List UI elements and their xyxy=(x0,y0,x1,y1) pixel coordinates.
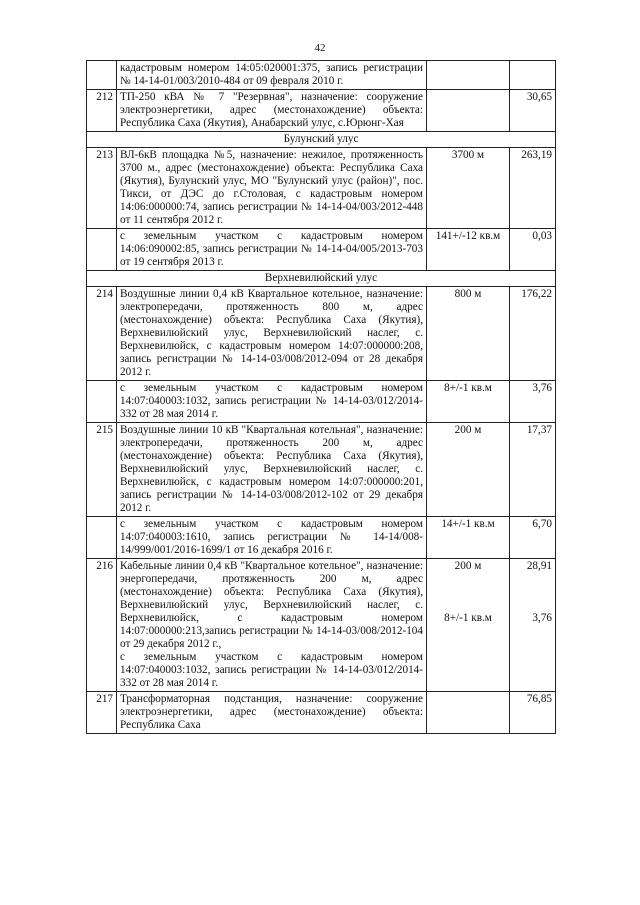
row-description: с земельным участком с кадастровым номером 14:07:040003:1610, запись регистрации № 14-14/008-14/999/001/2016-1699/1 от 16 декабря 2016 г. xyxy=(117,517,427,559)
sum-land-plot: 3,76 xyxy=(532,612,552,624)
table-row xyxy=(87,148,556,229)
size-land-plot: 8+/-1 кв.м xyxy=(444,612,492,624)
row-number: 216 xyxy=(87,559,117,692)
table-row xyxy=(87,423,556,517)
row-sum xyxy=(510,559,556,692)
row-description: с земельным участком с кадастровым номером 14:07:040003:1032, запись регистрации № 14-14-03/012/2014-332 от 28 мая 2014 г. xyxy=(117,381,427,423)
row-size xyxy=(427,90,510,132)
row-sum: 76,85 xyxy=(510,692,556,734)
row-size xyxy=(427,559,510,692)
section-row xyxy=(87,132,556,148)
table-row xyxy=(87,381,556,423)
row-size: 14+/-1 кв.м xyxy=(427,517,510,559)
row-sum: 263,19 xyxy=(510,148,556,229)
property-table xyxy=(86,60,556,734)
row-number xyxy=(87,517,117,559)
table-row xyxy=(87,559,556,692)
section-row xyxy=(87,271,556,287)
section-title: Верхневилюйский улус xyxy=(87,271,556,287)
row-sum: 3,76 xyxy=(510,381,556,423)
row-size: 800 м xyxy=(427,287,510,381)
row-sum: 0,03 xyxy=(510,229,556,271)
row-description: Воздушные линии 0,4 кВ Квартальное котельное, назначение: электропередачи, протяженность 800 м, адрес (местонахождение) объекта: Республика Саха (Якутия), Верхневилюйский улус, Верхневилюйский наслег, с. Верхневилюйск, с кадастровым номером 14:07:000000:208, запись регистрации № 14-14-03/008/2012-094 от 28 декабря 2012 г. xyxy=(117,287,427,381)
description-main: Кабельные линии 0,4 кВ "Квартальное котельное", назначение: энергопередачи, протяженность 200 м, адрес (местонахождение) объекта: Республика Саха (Якутия), Верхневилюйский улус, Верхневилюйский наслег, с. Верхневилюйск, с кадастровым номером 14:07:000000:213,запись регистрации № 14-14-03/008/2012-104 от 29 декабря 2012 г., xyxy=(120,560,423,650)
row-number: 213 xyxy=(87,148,117,229)
row-number xyxy=(87,61,117,90)
row-number: 212 xyxy=(87,90,117,132)
table-row xyxy=(87,61,556,90)
row-size: 3700 м xyxy=(427,148,510,229)
description-land-plot: с земельным участком с кадастровым номером 14:07:040003:1032, запись регистрации № 14-14-03/012/2014-332 от 28 мая 2014 г. xyxy=(120,651,423,689)
row-sum: 30,65 xyxy=(510,90,556,132)
table-row xyxy=(87,287,556,381)
row-number xyxy=(87,229,117,271)
page-number: 42 xyxy=(314,42,326,54)
table-row xyxy=(87,692,556,734)
row-size: 141+/-12 кв.м xyxy=(427,229,510,271)
sum-main: 28,91 xyxy=(526,560,552,572)
row-size: 8+/-1 кв.м xyxy=(427,381,510,423)
row-description: ВЛ-6кВ площадка №5, назначение: нежилое, протяженность 3700 м., адрес (местонахождение) объекта: Республика Саха (Якутия), Булунский улус, МО "Булунский улус (район)", пос. Тикси, от ДЭС до г.Столовая, с кадастровым номером 14:06:000000:74, запись регистрации № 14-14-04/003/2012-448 от 11 сентября 2012 г. xyxy=(117,148,427,229)
table-row xyxy=(87,90,556,132)
table-row xyxy=(87,517,556,559)
table-row xyxy=(87,229,556,271)
size-main: 200 м xyxy=(454,560,482,572)
row-description: кадастровым номером 14:05:020001:375, запись регистрации № 14-14-01/003/2010-484 от 09 февраля 2010 г. xyxy=(117,61,427,90)
row-number: 214 xyxy=(87,287,117,381)
row-description: Воздушные линии 10 кВ "Квартальная котельная", назначение: электропередачи, протяженность 200 м, адрес (местонахождение) объекта: Республика Саха (Якутия), Верхневилюйский улус, Верхневилюйский наслег, с. Верхневилюйск, с кадастровым номером 14:07:000000:201, запись регистрации № 14-14-03/008/2012-102 от 29 декабря 2012 г. xyxy=(117,423,427,517)
row-sum: 176,22 xyxy=(510,287,556,381)
row-size: 200 м xyxy=(427,423,510,517)
row-size xyxy=(427,692,510,734)
row-number xyxy=(87,381,117,423)
row-description: Трансформаторная подстанция, назначение: сооружение электроэнергетики, адрес (местонахождение) объекта: Республика Саха xyxy=(117,692,427,734)
section-title: Булунский улус xyxy=(87,132,556,148)
row-description xyxy=(117,559,427,692)
row-sum: 17,37 xyxy=(510,423,556,517)
row-sum xyxy=(510,61,556,90)
row-description: ТП-250 кВА № 7 "Резервная", назначение: сооружение электроэнергетики, адрес (местонахождение) объекта: Республика Саха (Якутия), Анабарский улус, с.Юрюнг-Хая xyxy=(117,90,427,132)
row-sum: 6,70 xyxy=(510,517,556,559)
row-size xyxy=(427,61,510,90)
row-description: с земельным участком с кадастровым номером 14:06:090002:85, запись регистрации № 14-14-04/005/2013-703 от 19 сентября 2013 г. xyxy=(117,229,427,271)
row-number: 215 xyxy=(87,423,117,517)
row-number: 217 xyxy=(87,692,117,734)
property-table-body xyxy=(87,61,556,734)
